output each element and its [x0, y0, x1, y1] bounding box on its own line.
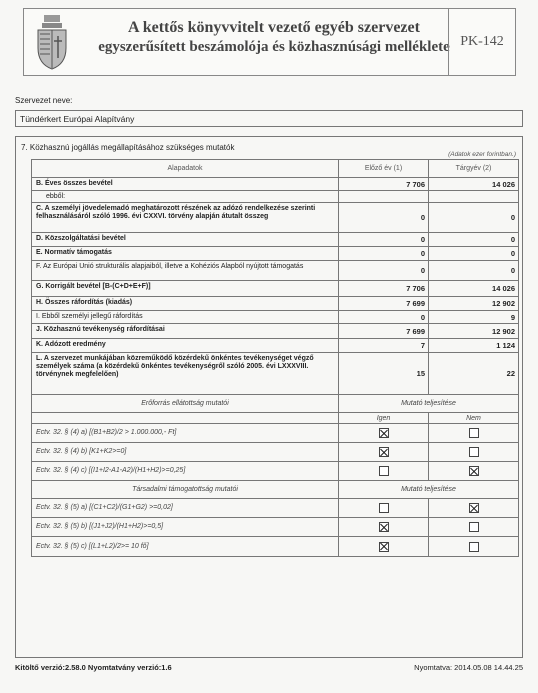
- criteria-header: Mutató teljesítése: [401, 486, 456, 493]
- coat-of-arms-icon: [32, 14, 72, 70]
- table-row: [32, 395, 518, 413]
- column-header-prev-year: Előző év (1): [339, 160, 429, 177]
- prev-year-value: 7: [339, 339, 429, 352]
- yes-checkbox[interactable]: [379, 428, 389, 438]
- row-label: G. Korrigált bevétel [B-(C+D+E+F)]: [32, 281, 339, 296]
- indicator-section: [15, 136, 523, 658]
- table-row: [32, 481, 518, 499]
- org-label: Szervezet neve:: [15, 96, 73, 105]
- curr-year-value: 0: [510, 235, 515, 244]
- no-checkbox[interactable]: [469, 522, 479, 532]
- curr-year-value: 12 902: [492, 299, 515, 308]
- org-name-field[interactable]: Tündérkert Európai Alapítvány: [15, 110, 523, 127]
- curr-year-value: 14 026: [492, 179, 515, 189]
- prev-year-value: 0: [339, 233, 429, 246]
- no-cell: [429, 462, 518, 480]
- unit-note: (Adatok ezer forintban.): [448, 151, 516, 158]
- form-header: [23, 8, 516, 76]
- table-row: [32, 518, 518, 537]
- table-row: [32, 160, 518, 178]
- column-header-curr-year: Tárgyév (2): [455, 165, 492, 172]
- table-row: [32, 297, 518, 311]
- no-checkbox[interactable]: [469, 428, 479, 438]
- table-row: [32, 462, 518, 481]
- prev-year-value: 7 699: [339, 324, 429, 338]
- table-row: [32, 499, 518, 518]
- yes-cell: [339, 424, 429, 442]
- yes-checkbox[interactable]: [379, 542, 389, 552]
- indicator-label: Ectv. 32. § (5) b) [(J1+J2)/(H1+H2)>=0,5]: [32, 518, 339, 536]
- indicator-label: Ectv. 32. § (4) a) [(B1+B2)/2 > 1.000.000,- Ft]: [32, 424, 339, 442]
- no-header: Nem: [466, 414, 481, 422]
- yes-cell: [339, 518, 429, 536]
- curr-year-value: 14 026: [492, 284, 515, 293]
- form-title: [84, 19, 464, 56]
- yes-cell: [339, 462, 429, 480]
- spacer-cell: [32, 413, 339, 423]
- table-row: [32, 413, 518, 424]
- criteria-header: Mutató teljesítése: [401, 400, 456, 407]
- table-row: [32, 178, 518, 191]
- curr-year-value: [429, 191, 518, 202]
- curr-year-value: 9: [510, 312, 515, 322]
- row-label: E. Normatív támogatás: [32, 247, 339, 260]
- curr-year-value: 0: [510, 249, 515, 258]
- row-label: ebből:: [32, 191, 339, 202]
- no-cell: [429, 443, 518, 461]
- yes-checkbox[interactable]: [379, 447, 389, 457]
- prev-year-value: 15: [339, 353, 429, 394]
- table-row: [32, 261, 518, 281]
- prev-year-value: [339, 191, 429, 202]
- yes-checkbox[interactable]: [379, 522, 389, 532]
- title-line-2: egyszerűsített beszámolója és közhasznúsági melléklete: [98, 39, 450, 55]
- table-row: [32, 443, 518, 462]
- prev-year-value: 7 699: [339, 297, 429, 310]
- table-row: [32, 311, 518, 324]
- row-label: B. Éves összes bevétel: [32, 178, 339, 190]
- no-cell: [429, 499, 518, 517]
- indicator-label: Ectv. 32. § (5) a) [(C1+C2)/(G1+G2) >=0,02]: [32, 499, 339, 517]
- social-indicators-header: Társadalmi támogatottság mutatói: [32, 481, 339, 498]
- prev-year-value: 0: [339, 261, 429, 280]
- title-line-1: A kettős könyvvitelt vezető egyéb szervezet: [128, 19, 420, 36]
- table-row: [32, 537, 518, 556]
- no-cell: [429, 518, 518, 536]
- column-header-basic-data: Alapadatok: [32, 160, 339, 177]
- no-checkbox[interactable]: [469, 447, 479, 457]
- indicator-label: Ectv. 32. § (4) c) [(I1+I2-A1-A2)/(H1+H2)>=0,25]: [32, 462, 339, 480]
- table-row: [32, 191, 518, 203]
- no-checkbox[interactable]: [469, 542, 479, 552]
- indicator-label: Ectv. 32. § (4) b) [K1+K2>=0]: [32, 443, 339, 461]
- curr-year-value: 0: [510, 213, 515, 222]
- row-label: J. Közhasznú tevékenység ráfordításai: [32, 324, 339, 338]
- row-label: H. Összes ráfordítás (kiadás): [32, 297, 339, 310]
- yes-checkbox[interactable]: [379, 466, 389, 476]
- table-row: [32, 324, 518, 339]
- yes-checkbox[interactable]: [379, 503, 389, 513]
- form-code: PK-142: [448, 9, 515, 75]
- resource-indicators-header: Erőforrás ellátottság mutatói: [32, 395, 339, 412]
- table-row: [32, 339, 518, 353]
- curr-year-value: 0: [510, 266, 515, 275]
- curr-year-value: 22: [506, 369, 515, 378]
- indicator-label: Ectv. 32. § (5) c) [(L1+L2)/2>= 10 fő]: [32, 537, 339, 556]
- curr-year-value: 1 124: [496, 341, 515, 350]
- row-label: K. Adózott eredmény: [32, 339, 339, 352]
- prev-year-value: 0: [339, 203, 429, 232]
- no-checkbox[interactable]: [469, 466, 479, 476]
- table-row: [32, 281, 518, 297]
- no-cell: [429, 424, 518, 442]
- row-label: L. A szervezet munkájában közreműködő közérdekű önkéntes tevékenységet végző személyek száma (a közérdekű önkéntes tevékenységről szóló 2005. évi LXXXVIII. törvénynek megfelelően): [32, 353, 339, 394]
- row-label: F. Az Európai Unió strukturális alapjaiból, illetve a Kohéziós Alapból nyújtott támogatás: [32, 261, 339, 280]
- no-cell: [429, 537, 518, 556]
- curr-year-value: 12 902: [492, 326, 515, 336]
- prev-year-value: 0: [339, 311, 429, 323]
- version-info: Kitöltő verzió:2.58.0 Nyomtatvány verzió:1.6: [15, 663, 172, 672]
- table-row: [32, 247, 518, 261]
- yes-header: Igen: [339, 413, 429, 423]
- table-row: [32, 353, 518, 395]
- table-row: [32, 233, 518, 247]
- row-label: D. Közszolgáltatási bevétel: [32, 233, 339, 246]
- section-title: 7. Közhasznú jogállás megállapításához szükséges mutatók: [21, 143, 235, 152]
- prev-year-value: 0: [339, 247, 429, 260]
- table-row: [32, 424, 518, 443]
- no-checkbox[interactable]: [469, 503, 479, 513]
- yes-cell: [339, 537, 429, 556]
- footer: [15, 663, 523, 672]
- table-row: [32, 203, 518, 233]
- prev-year-value: 7 706: [339, 281, 429, 296]
- row-label: C. A személyi jövedelemadó meghatározott részének az adózó rendelkezése szerinti felhasználásáról szóló 1996. évi CXXVI. törvény alapján átutalt összeg: [32, 203, 339, 232]
- yes-cell: [339, 499, 429, 517]
- prev-year-value: 7 706: [339, 178, 429, 190]
- yes-cell: [339, 443, 429, 461]
- indicator-table: [31, 159, 519, 557]
- row-label: I. Ebből személyi jellegű ráfordítás: [32, 311, 339, 323]
- print-timestamp: Nyomtatva: 2014.05.08 14.44.25: [414, 663, 523, 672]
